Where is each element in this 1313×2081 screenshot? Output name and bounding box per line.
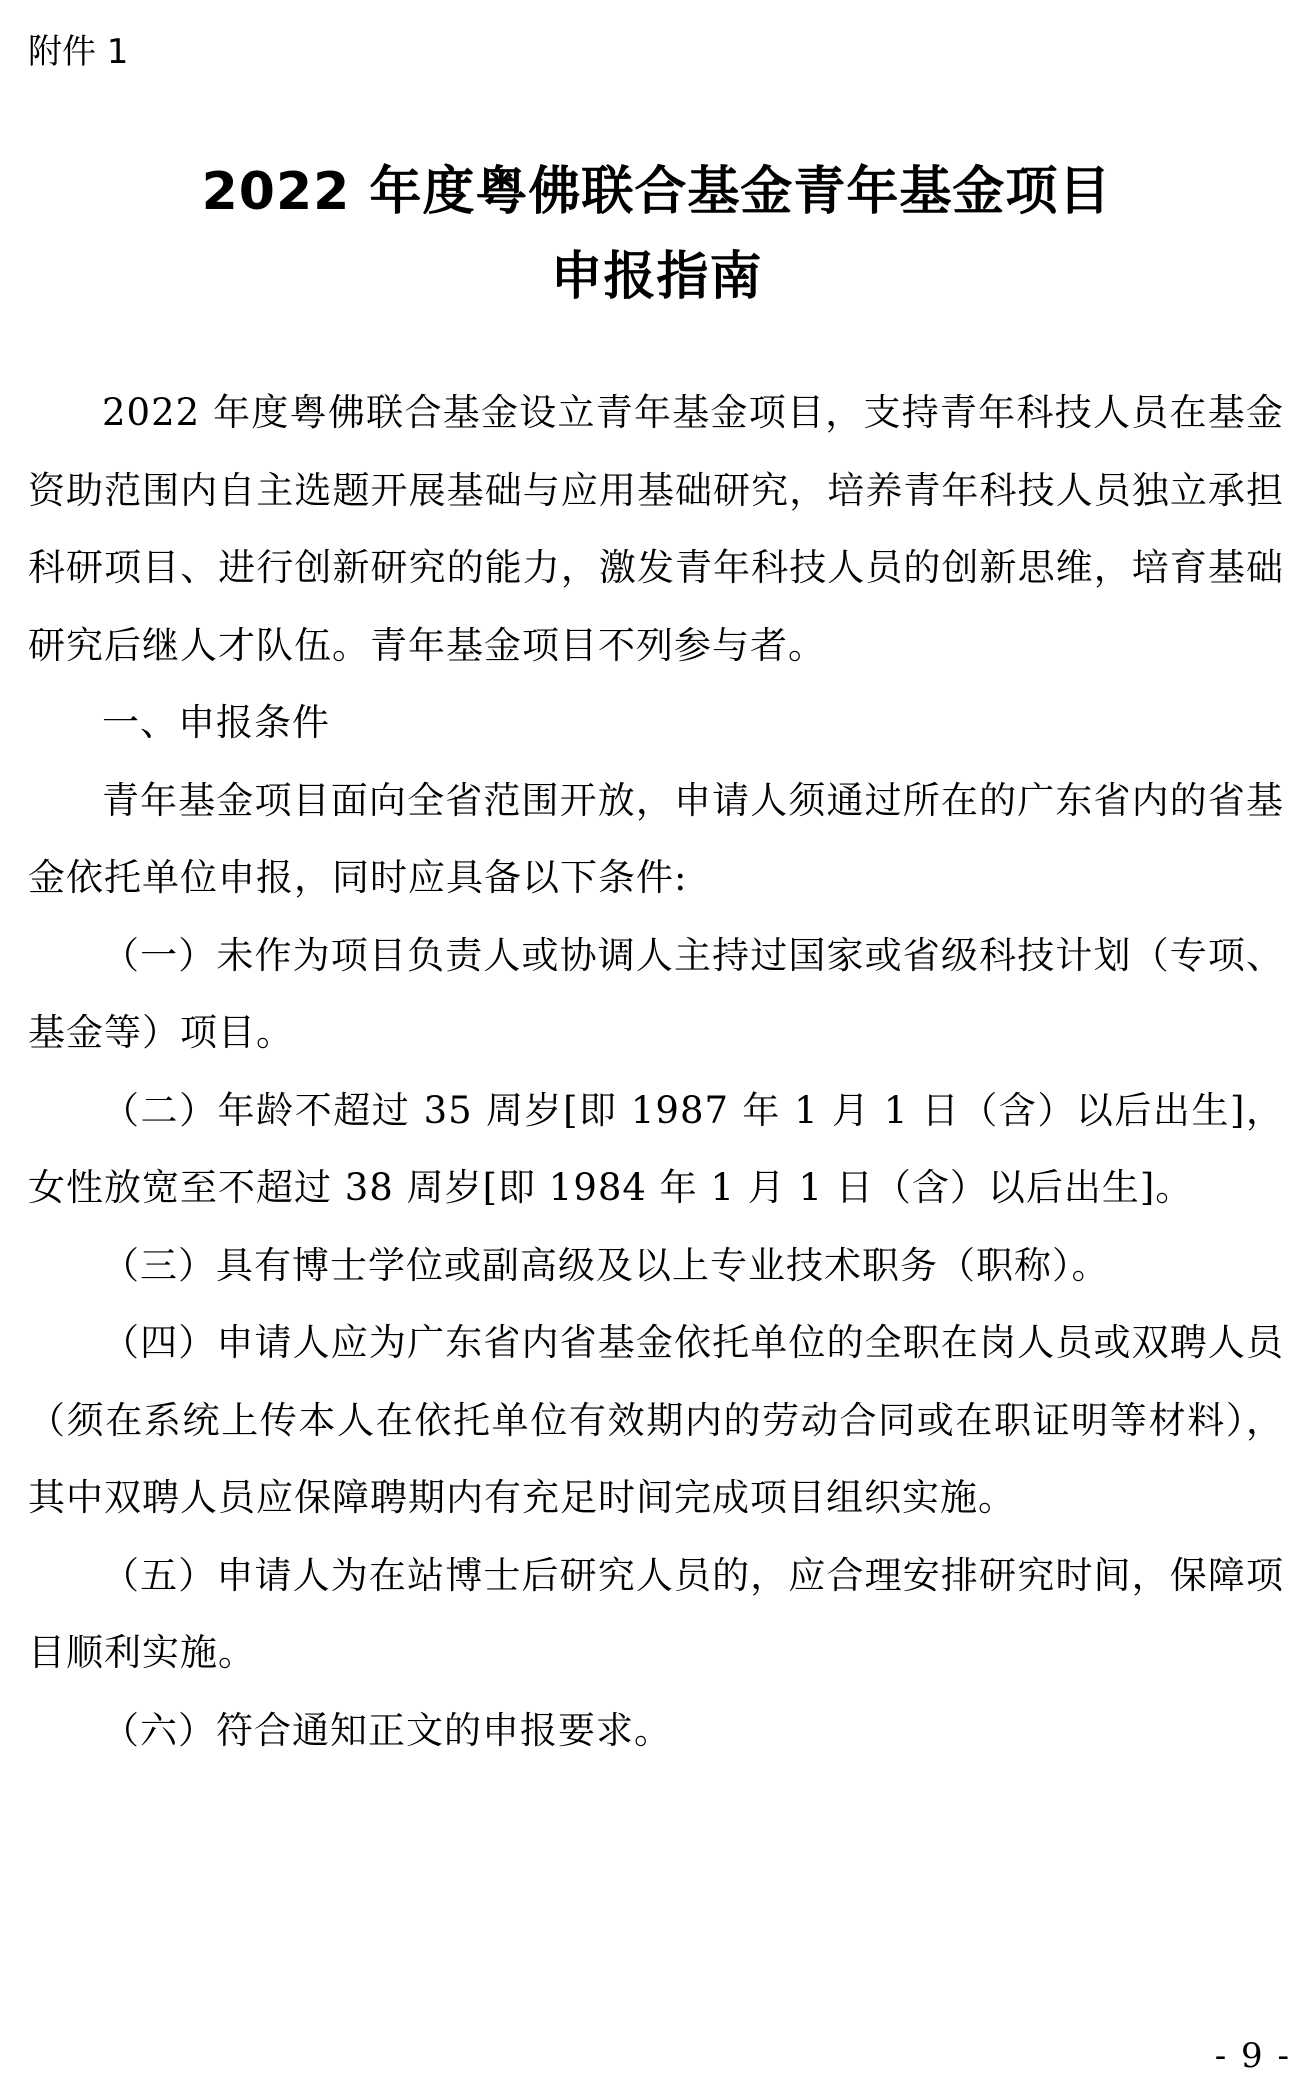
condition-6: （六）符合通知正文的申报要求。 (102, 1708, 672, 1752)
title-line-2: 申报指南 (550, 247, 763, 307)
condition-4: （四）申请人应为广东省内省基金依托单位的全职在岗人员或双聘人员（须在系统上传本人在依托单位有效期内的劳动合同或在职证明等材料），其中双聘人员应保障聘期内有充足时间完成项目组织实施。 (28, 1321, 1284, 1519)
section-heading-application-conditions: 一、申报条件 (102, 701, 330, 744)
document-body (28, 374, 1284, 1769)
title-line-1: 2022 年度粤佛联合基金青年基金项目 (201, 162, 1112, 222)
condition-1: （一）未作为项目负责人或协调人主持过国家或省级科技计划（专项、基金等）项目。 (28, 933, 1284, 1054)
condition-3: （三）具有博士学位或副高级及以上专业技术职务（职称）。 (102, 1243, 1110, 1287)
attachment-label: 附件 1 (28, 32, 129, 72)
document-title (0, 150, 1313, 320)
intro-paragraph: 2022 年度粤佛联合基金设立青年基金项目，支持青年科技人员在基金资助范围内自主选题开展基础与应用基础研究，培养青年科技人员独立承担科研项目、进行创新研究的能力，激发青年科技人员的创新思维，培育基础研究后继人才队伍。青年基金项目不列参与者。 (28, 391, 1284, 667)
page-number: - 9 - (1214, 2036, 1291, 2076)
condition-5: （五）申请人为在站博士后研究人员的，应合理安排研究时间，保障项目顺利实施。 (28, 1553, 1284, 1674)
condition-2: （二）年龄不超过 35 周岁[即 1987 年 1 月 1 日（含）以后出生]，女性放宽至不超过 38 周岁[即 1984 年 1 月 1 日（含）以后出生]。 (28, 1088, 1284, 1209)
conditions-intro-paragraph: 青年基金项目面向全省范围开放，申请人须通过所在的广东省内的省基金依托单位申报，同时应具备以下条件: (28, 778, 1284, 899)
